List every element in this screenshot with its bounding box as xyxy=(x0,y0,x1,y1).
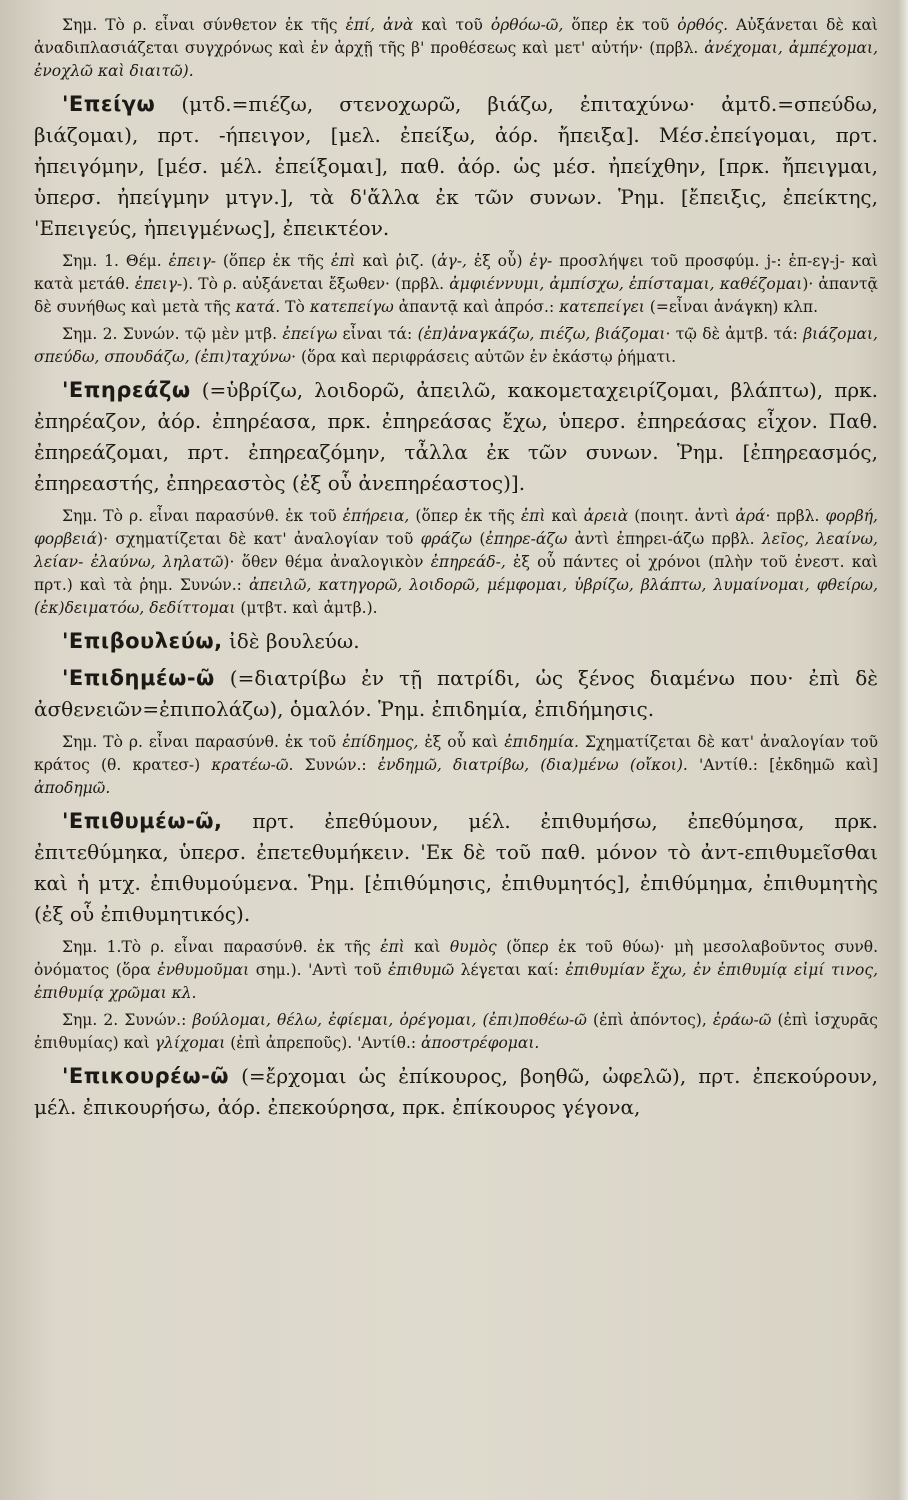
text-run: (ἐπὶ ἀπόντος), xyxy=(586,1011,713,1029)
italic-text: ὀρθόω-ῶ, xyxy=(490,16,564,34)
italic-text: ἀπειλῶ, κατηγορῶ, λοιδορῶ, μέμφομαι, ὑβρίζω, βλάπτω, λυμαίνομαι, φθείρω, (ἐκ)δειματόω, δεδίττομαι xyxy=(34,576,879,617)
text-run: (ἐπὶ ἰσχυρᾶς ἐπιθυμίας) καὶ xyxy=(34,1011,878,1052)
italic-text: (ἐπ)ἀναγκάζω, πιέζω, βιάζομαι xyxy=(417,325,666,343)
text-run: ἀντὶ ἐπηρει-άζω πρβλ. xyxy=(567,530,762,548)
text-run: ἐξ οὗ πάντες οἱ χρόνοι (πλὴν τοῦ ἐνεστ. καὶ πρτ.) καὶ τὰ ῥημ. Συνών.: xyxy=(34,553,878,594)
text-run: εἶναι τά: xyxy=(337,325,418,343)
entry-lemma: 'Επείγω xyxy=(62,92,156,116)
italic-text: ἐπιδημία. xyxy=(504,733,579,751)
entry-lemma: 'Επιδημέω-ῶ xyxy=(62,666,215,690)
dictionary-entry xyxy=(34,375,878,499)
italic-text: ἐπὶ xyxy=(330,252,356,270)
dictionary-entry xyxy=(34,89,878,244)
text-run: Σημ. 1. Θέμ. xyxy=(62,252,169,270)
text-run: Συνών.: xyxy=(293,756,378,774)
text-run: Αὐξάνεται δὲ καὶ ἀναδιπλασιάζεται συγχρόνως καὶ ἐν ἀρχῇ τῆς β' προθέσεως καὶ μετ' αὐτήν· (πρβλ. xyxy=(34,16,878,57)
text-run: Σημ. Τὸ ρ. εἶναι παρασύνθ. ἐκ τοῦ xyxy=(62,733,343,751)
italic-text: φορβή, φορβειά xyxy=(34,507,878,548)
text-run: (μτβτ. καὶ ἀμτβ.). xyxy=(235,599,378,617)
entry-note xyxy=(34,731,878,800)
italic-text: ἀρειὰ xyxy=(583,507,629,525)
italic-text: ἐπὶ xyxy=(380,938,405,956)
text-run: σημ.). 'Αντὶ τοῦ xyxy=(249,961,389,979)
italic-text: ἐνθυμοῦμαι xyxy=(157,961,250,979)
text-run: ὅπερ ἐκ τοῦ xyxy=(563,16,678,34)
text-run: Σχηματίζεται δὲ κατ' ἀναλογίαν τοῦ κράτος (θ. κρατεσ-) xyxy=(34,733,878,774)
italic-text: κατεπείγω xyxy=(309,298,394,316)
text-run: 'Αντίθ.: [ἐκδημῶ καὶ] xyxy=(687,756,878,774)
text-run: Σημ. Τὸ ρ. εἶναι παρασύνθ. ἐκ τοῦ xyxy=(62,507,343,525)
italic-text: κατά. xyxy=(235,298,281,316)
text-run: )· ὅθεν θέμα ἀναλογικὸν xyxy=(223,553,431,571)
text-run: (ὅπερ ἐκ τοῦ θύω)· μὴ μεσολαβοῦντος συνθ. ὀνόματος (ὅρα xyxy=(34,938,879,979)
text-run: καὶ ῥιζ. ( xyxy=(355,252,438,270)
text-run: (=ὑβρίζω, λοιδορῶ, ἀπειλῶ, κακομεταχειρίζομαι, βλάπτω), πρκ. ἐπηρέαζον, ἀόρ. ἐπηρέασα, πρκ. ἐπηρεάσας ἔχω, ὑπερσ. ἐπηρεάσας εἶχον. Παθ. ἐπηρεάζομαι, πρτ. ἐπηρεαζόμην, τἆλλα ἐκ τῶν συνων. Ῥημ. [ἐπηρεασμός, ἐπηρεαστής, ἐπηρεαστὸς (ἐξ οὗ ἀνεπηρέαστος)]. xyxy=(34,378,878,495)
text-run: ἰδὲ βουλεύω. xyxy=(222,629,360,653)
text-run: ἐξ οὗ καὶ xyxy=(418,733,505,751)
text-run: (ὅπερ ἐκ τῆς xyxy=(215,252,331,270)
text-run: (μτδ.=πιέζω, στενοχωρῶ, βιάζω, ἐπιταχύνω· ἀμτδ.=σπεύδω, βιάζομαι), πρτ. -ήπειγον, [μελ. ἐπείξω, ἀόρ. ἤπειξα]. Μέσ.ἐπείγομαι, πρτ. ἠπειγόμην, [μέσ. μέλ. ἐπείξομαι], παθ. ἀόρ. ὡς μέσ. ἠπείχθην, [πρκ. ἤπειγμαι, ὑπερσ. ἠπείγμην μτγν.], τὰ δ'ἄλλα ἐκ τῶν συνων. Ῥημ. [ἔπειξις, ἐπείκτης, 'Επειγεύς, ἠπειγμένως], ἐπεικτέον. xyxy=(34,92,878,240)
entry-note xyxy=(34,14,878,83)
italic-text: ἐπὶ xyxy=(520,507,546,525)
italic-text: ἐπιθυμίαν ἔχω, ἐν ἐπιθυμίᾳ εἰμί τινος, ἐπιθυμίᾳ χρῶμαι κλ. xyxy=(34,961,878,1002)
italic-text: ἀποστρέφομαι. xyxy=(421,1034,540,1052)
italic-text: ὀρθός. xyxy=(677,16,728,34)
text-run: (=ἔρχομαι ὡς ἐπίκουρος, βοηθῶ, ὠφελῶ), πρτ. ἐπεκούρουν, μέλ. ἐπικουρήσω, ἀόρ. ἐπεκούρησα, πρκ. ἐπίκουρος γέγονα, xyxy=(34,1064,878,1119)
text-run: Σημ. 2. Συνών. τῷ μὲν μτβ. xyxy=(62,325,283,343)
italic-text: γλίχομαι xyxy=(154,1034,226,1052)
italic-text: θυμὸς xyxy=(449,938,497,956)
dictionary-entry xyxy=(34,806,878,930)
italic-text: ἐπειγ- xyxy=(168,252,216,270)
entry-note xyxy=(34,505,878,620)
italic-text: ἀποδημῶ. xyxy=(34,779,111,797)
italic-text: ἀγ-, xyxy=(437,252,467,270)
text-run: · (ὅρα καὶ περιφράσεις αὐτῶν ἐν ἑκάστῳ ῥήματι. xyxy=(291,348,677,366)
text-run: καὶ xyxy=(545,507,584,525)
text-run: (ἐπὶ ἀπρεποῦς). 'Αντίθ.: xyxy=(225,1034,422,1052)
italic-text: ἐνδημῶ, διατρίβω, (δια)μένω (οἴκοι). xyxy=(377,756,688,774)
italic-text: ἐπηρε-άζω xyxy=(485,530,568,548)
italic-text: ἐπιθυμῶ xyxy=(388,961,455,979)
text-run: Σημ. 2. Συνών.: xyxy=(62,1011,193,1029)
italic-text: ἐπί, ἀνὰ xyxy=(345,16,414,34)
text-run: (=εἶναι ἀνάγκη) κλπ. xyxy=(644,298,819,316)
entry-lemma: 'Επιθυμέω-ῶ, xyxy=(62,809,223,833)
text-run: (ποιητ. ἀντὶ xyxy=(628,507,736,525)
entry-note xyxy=(34,936,878,1005)
italic-text: κατεπείγει xyxy=(559,298,645,316)
italic-text: ἐράω-ῶ xyxy=(712,1011,772,1029)
italic-text: ἀρά xyxy=(735,507,766,525)
entry-lemma: 'Επηρεάζω xyxy=(62,378,191,402)
text-run: · τῷ δὲ ἀμτβ. τά: xyxy=(665,325,804,343)
text-run: )· ἀπαντᾷ δὲ συνήθως καὶ μετὰ τῆς xyxy=(34,275,878,316)
italic-text: ἐπήρεια, xyxy=(342,507,410,525)
text-run: ). Τὸ ρ. αὐξάνεται ἔξωθεν· (πρβλ. xyxy=(182,275,450,293)
text-run: πρτ. ἐπεθύμουν, μέλ. ἐπιθυμήσω, ἐπεθύμησα, πρκ. ἐπιτεθύμηκα, ὑπερσ. ἐπετεθυμήκειν. 'Εκ δὲ τοῦ παθ. μόνον τὸ ἀντ-επιθυμεῖσθαι καὶ ἡ μτχ. ἐπιθυμούμενα. Ῥημ. [ἐπιθύμησις, ἐπιθυμητός], ἐπιθύμημα, ἐπιθυμητὴς (ἐξ οὗ ἐπιθυμητικός). xyxy=(34,809,878,926)
text-run: Τὸ xyxy=(280,298,310,316)
italic-text: ἐπίδημος, xyxy=(342,733,419,751)
entry-note xyxy=(34,1009,878,1055)
entry-note xyxy=(34,250,878,319)
italic-text: ἐπειγ- xyxy=(134,275,183,293)
dictionary-entry xyxy=(34,1061,878,1123)
italic-text: ἐπείγω xyxy=(282,325,338,343)
italic-text: ἀνέχομαι, ἀμπέχομαι, ἐνοχλῶ καὶ διαιτῶ). xyxy=(34,39,879,80)
text-run: ἐξ οὗ) xyxy=(466,252,530,270)
entry-lemma: 'Επιβουλεύω, xyxy=(62,629,223,653)
italic-text: βιάζομαι, σπεύδω, σπουδάζω, (ἐπι)ταχύνω xyxy=(34,325,878,366)
text-run: Σημ. 1.Τὸ ρ. εἶναι παρασύνθ. ἐκ τῆς xyxy=(62,938,381,956)
text-run: καὶ xyxy=(404,938,450,956)
text-run: ἀπαντᾷ καὶ ἀπρόσ.: xyxy=(393,298,560,316)
text-run: καὶ τοῦ xyxy=(413,16,491,34)
italic-text: βούλομαι, θέλω, ἐφίεμαι, ὀρέγομαι, (ἐπι)ποθέω-ῶ xyxy=(192,1011,587,1029)
entry-note xyxy=(34,323,878,369)
entry-lemma: 'Επικουρέω-ῶ xyxy=(62,1064,230,1088)
text-run: (ὅπερ ἐκ τῆς xyxy=(409,507,521,525)
italic-text: κρατέω-ῶ. xyxy=(211,756,294,774)
text-run: λέγεται καί: xyxy=(454,961,566,979)
dictionary-entry xyxy=(34,626,878,657)
page-text xyxy=(34,14,878,1123)
text-run: · πρβλ. xyxy=(765,507,826,525)
dictionary-entry xyxy=(34,663,878,725)
text-run: )· σχηματίζεται δὲ κατ' ἀναλογίαν τοῦ xyxy=(97,530,421,548)
text-run: (=διατρίβω ἐν τῇ πατρίδι, ὡς ξένος διαμένω που· ἐπὶ δὲ ἀσθενειῶν=ἐπιπολάζω), ὁμαλόν. Ῥημ. ἐπιδημία, ἐπιδήμησις. xyxy=(34,666,878,721)
italic-text: ἐπηρεάδ-, xyxy=(430,553,506,571)
italic-text: φράζω xyxy=(420,530,473,548)
italic-text: ἐγ- xyxy=(529,252,553,270)
italic-text: ἀμφιέννυμι, ἀμπίσχω, ἐπίσταμαι, καθέζομαι xyxy=(449,275,803,293)
italic-text: λεῖος, λεαίνω, λείαν- ἐλαύνω, ληλατῶ xyxy=(34,530,878,571)
text-run: προσλήψει τοῦ προσφύμ. j-: ἐπ-εγ-j- καὶ κατὰ μετάθ. xyxy=(34,252,879,293)
text-run: Σημ. Τὸ ρ. εἶναι σύνθετον ἐκ τῆς xyxy=(62,16,346,34)
text-run: ( xyxy=(472,530,486,548)
